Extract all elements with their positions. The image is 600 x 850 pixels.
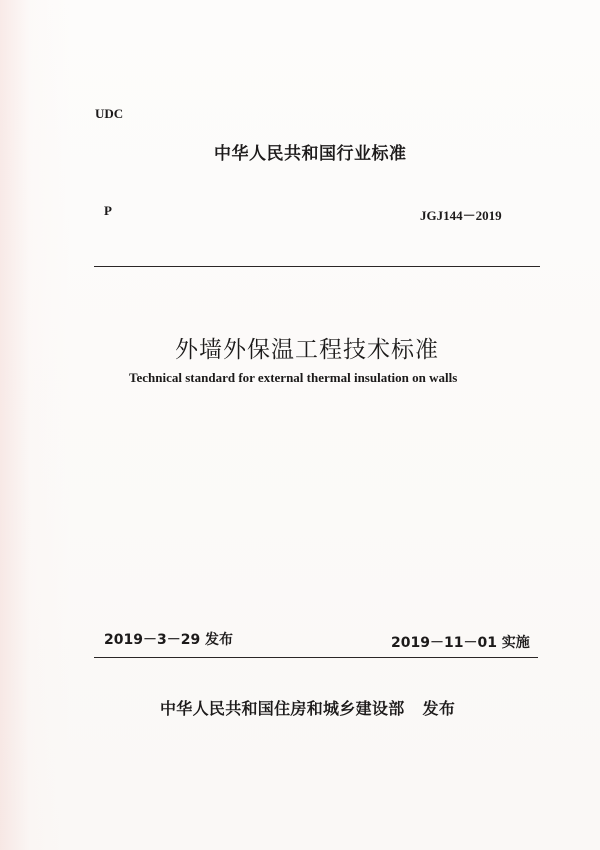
top-divider (94, 266, 540, 267)
title-chinese: 外墙外保温工程技术标准 (175, 337, 439, 363)
issue-date: 2019－3－29 发布 (104, 632, 234, 648)
bottom-divider (94, 657, 538, 658)
standard-number: JGJ144－2019 (420, 208, 502, 223)
publisher-name: 中华人民共和国住房和城乡建设部 (160, 699, 405, 718)
udc-label: UDC (95, 106, 124, 121)
standard-category: 中华人民共和国行业标准 (214, 144, 407, 164)
publisher-line (160, 696, 455, 719)
publish-word: 发布 (422, 699, 456, 718)
classification-code: P (104, 203, 112, 218)
implementation-date: 2019－11－01 实施 (391, 635, 530, 651)
title-english: Technical standard for external thermal insulation on walls (129, 370, 458, 385)
